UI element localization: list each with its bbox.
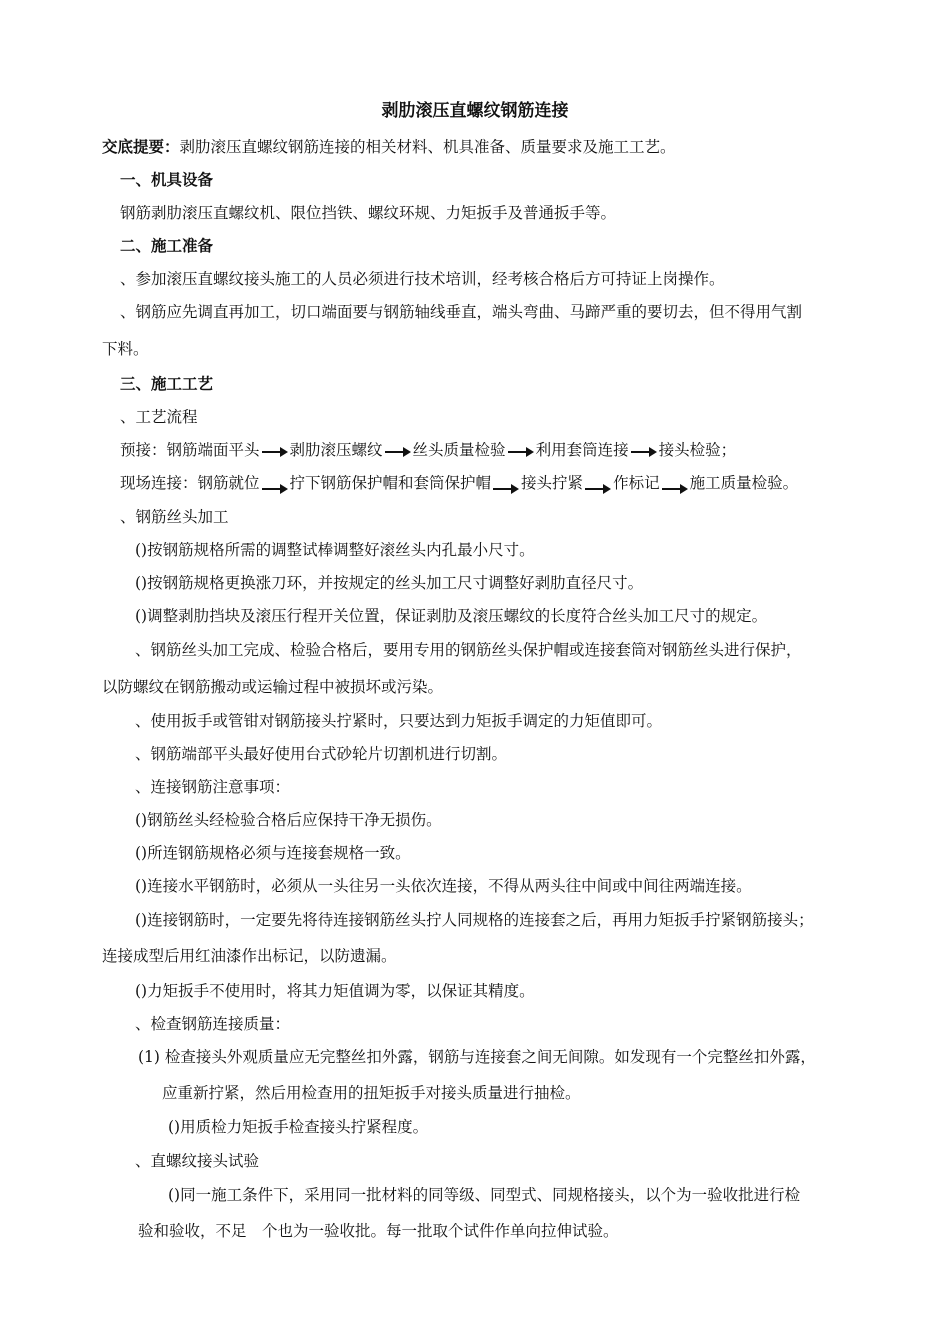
flow-title: 、工艺流程 [120,408,198,426]
summary-label: 交底提要： [102,138,180,156]
document-title: 剥肋滚压直螺纹钢筋连接 [381,101,569,121]
pre-connection-flow [120,440,736,460]
arrow-right-icon [262,482,288,494]
list-item-continuation: 应重新拧紧，然后用检查用的扭矩扳手对接头质量进行抽检。 [162,1084,581,1102]
list-item: ()调整剥肋挡块及滚压行程开关位置，保证剥肋及滚压螺纹的长度符合丝头加工尺寸的规定。 [135,607,768,625]
section-heading-preparation: 二、施工准备 [120,237,214,255]
flow-step: 接头检验； [658,441,737,459]
paragraph: 、钢筋应先调直再加工，切口端面要与钢筋轴线垂直，端头弯曲、马蹄严重的要切去，但不得用气割 [120,303,803,321]
flow-label: 现场连接： [120,474,198,492]
flow-step: 接头拧紧 [521,474,584,492]
flow-step: 施工质量检验。 [689,474,799,492]
list-item: ()力矩扳手不使用时，将其力矩值调为零，以保证其精度。 [135,982,535,1000]
arrow-right-icon [585,482,611,494]
flow-step: 丝头质量检验 [412,441,506,459]
list-item: ()按钢筋规格所需的调整试棒调整好滚丝头内孔最小尺寸。 [135,541,535,559]
paragraph: 、钢筋丝头加工完成、检验合格后，要用专用的钢筋丝头保护帽或连接套筒对钢筋丝头进行保护， [135,641,802,659]
flow-step: 剥肋滚压螺纹 [289,441,383,459]
list-item: ()所连钢筋规格必须与连接套规格一致。 [135,844,411,862]
flow-step: 作标记 [613,474,660,492]
arrow-right-icon [385,445,411,457]
site-connection-flow [120,473,798,494]
flow-step: 钢筋端面平头 [166,441,260,459]
list-item-continuation: 验和验收，不足 个也为一验收批。每一批取个试件作单向拉伸试验。 [138,1222,619,1240]
list-item: ()连接水平钢筋时，必须从一头往另一头依次连接，不得从两头往中间或中间往两端连接。 [135,877,752,895]
list-item: ()用质检力矩扳手检查接头拧紧程度。 [168,1118,429,1136]
flow-step: 利用套筒连接 [535,441,629,459]
flow-step: 钢筋就位 [197,474,260,492]
list-item: ()同一施工条件下，采用同一批材料的同等级、同型式、同规格接头，以个为一验收批进行检 [168,1186,801,1204]
arrow-right-icon [508,445,534,457]
list-item: (1) 检查接头外观质量应无完整丝扣外露，钢筋与连接套之间无间隙。如发现有一个完整丝扣外露， [138,1048,816,1066]
flow-label: 预接： [120,441,167,459]
list-item: ()钢筋丝头经检验合格后应保持干净无损伤。 [135,811,442,829]
section-heading-process: 三、施工工艺 [120,375,214,393]
summary-text: 剥肋滚压直螺纹钢筋连接的相关材料、机具准备、质量要求及施工工艺。 [179,138,676,156]
arrow-right-icon [631,445,657,457]
paragraph-continuation: 以防螺纹在钢筋搬动或运输过程中被损坏或污染。 [102,678,444,696]
arrow-right-icon [493,482,519,494]
list-item: ()按钢筋规格更换涨刀环，并按规定的丝头加工尺寸调整好剥肋直径尺寸。 [135,574,644,592]
arrow-right-icon [662,482,688,494]
thread-processing-title: 、钢筋丝头加工 [120,508,229,526]
paragraph: 、检查钢筋连接质量： [135,1015,291,1033]
paragraph: 、直螺纹接头试验 [135,1152,260,1170]
paragraph-continuation: 下料。 [102,340,149,358]
paragraph: 、使用扳手或管钳对钢筋接头拧紧时，只要达到力矩扳手调定的力矩值即可。 [135,712,663,730]
paragraph: 、连接钢筋注意事项： [135,778,291,796]
equipment-text: 钢筋剥肋滚压直螺纹机、限位挡铁、螺纹环规、力矩扳手及普通扳手等。 [120,204,617,222]
paragraph: 、参加滚压直螺纹接头施工的人员必须进行技术培训，经考核合格后方可持证上岗操作。 [120,270,725,288]
arrow-right-icon [262,445,288,457]
summary-line [102,137,676,157]
list-item-continuation: 连接成型后用红油漆作出标记，以防遗漏。 [102,947,397,965]
flow-step: 拧下钢筋保护帽和套筒保护帽 [289,474,492,492]
section-heading-equipment: 一、机具设备 [120,171,214,189]
paragraph: 、钢筋端部平头最好使用台式砂轮片切割机进行切割。 [135,745,508,763]
list-item: ()连接钢筋时，一定要先将待连接钢筋丝头拧人同规格的连接套之后，再用力矩扳手拧紧钢筋接头； [135,911,814,929]
